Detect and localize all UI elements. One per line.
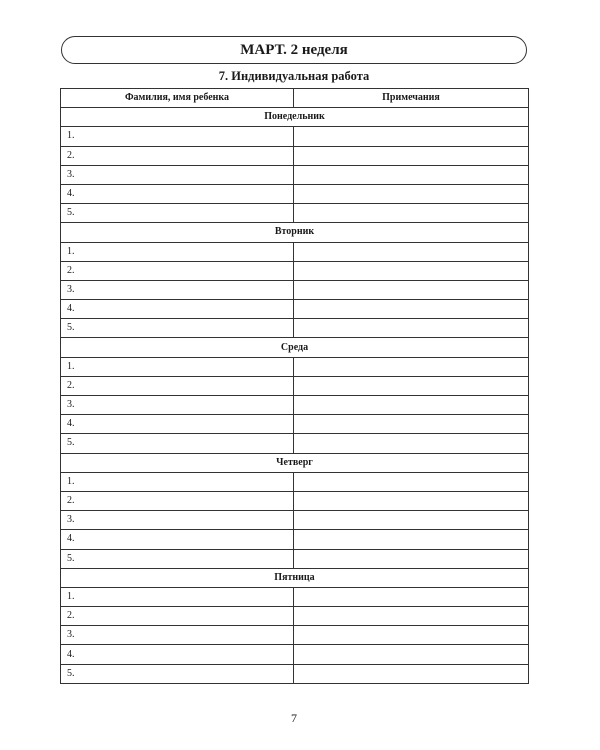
table-row bbox=[61, 300, 529, 319]
day-header-row bbox=[61, 108, 529, 127]
individual-work-table bbox=[60, 88, 529, 684]
day-name: Четверг bbox=[61, 453, 529, 472]
notes-cell[interactable] bbox=[294, 434, 529, 453]
section-title: 7. Индивидуальная работа bbox=[218, 69, 370, 83]
column-header-child-name: Фамилия, имя ребенка bbox=[61, 89, 294, 108]
child-name-cell[interactable]: 1. bbox=[61, 242, 294, 261]
child-name-cell[interactable]: 3. bbox=[61, 626, 294, 645]
table-header-row bbox=[61, 89, 529, 108]
notes-cell[interactable] bbox=[294, 280, 529, 299]
day-name: Вторник bbox=[61, 223, 529, 242]
child-name-cell[interactable]: 1. bbox=[61, 587, 294, 606]
table-row bbox=[61, 280, 529, 299]
child-name-cell[interactable]: 2. bbox=[61, 146, 294, 165]
notes-cell[interactable] bbox=[294, 376, 529, 395]
notes-cell[interactable] bbox=[294, 242, 529, 261]
table-row bbox=[61, 146, 529, 165]
child-name-cell[interactable]: 4. bbox=[61, 415, 294, 434]
table-row bbox=[61, 511, 529, 530]
child-name-cell[interactable]: 2. bbox=[61, 376, 294, 395]
notes-cell[interactable] bbox=[294, 664, 529, 683]
table-row bbox=[61, 376, 529, 395]
child-name-cell[interactable]: 2. bbox=[61, 607, 294, 626]
notes-cell[interactable] bbox=[294, 127, 529, 146]
child-name-cell[interactable]: 4. bbox=[61, 530, 294, 549]
table-row bbox=[61, 319, 529, 338]
day-header-row bbox=[61, 568, 529, 587]
table-row bbox=[61, 261, 529, 280]
child-name-cell[interactable]: 4. bbox=[61, 184, 294, 203]
child-name-cell[interactable]: 3. bbox=[61, 280, 294, 299]
child-name-cell[interactable]: 5. bbox=[61, 549, 294, 568]
column-header-notes: Примечания bbox=[294, 89, 529, 108]
table-row bbox=[61, 472, 529, 491]
child-name-cell[interactable]: 1. bbox=[61, 472, 294, 491]
table-row bbox=[61, 491, 529, 510]
notes-cell[interactable] bbox=[294, 626, 529, 645]
month-week-title: МАРТ. 2 неделя bbox=[240, 41, 348, 58]
day-name: Понедельник bbox=[61, 108, 529, 127]
child-name-cell[interactable]: 1. bbox=[61, 127, 294, 146]
notes-cell[interactable] bbox=[294, 587, 529, 606]
table-row bbox=[61, 587, 529, 606]
notes-cell[interactable] bbox=[294, 415, 529, 434]
notes-cell[interactable] bbox=[294, 146, 529, 165]
child-name-cell[interactable]: 2. bbox=[61, 491, 294, 510]
table-row bbox=[61, 184, 529, 203]
notes-cell[interactable] bbox=[294, 357, 529, 376]
table-row bbox=[61, 607, 529, 626]
table-row bbox=[61, 415, 529, 434]
table-row bbox=[61, 530, 529, 549]
child-name-cell[interactable]: 5. bbox=[61, 664, 294, 683]
child-name-cell[interactable]: 5. bbox=[61, 204, 294, 223]
notes-cell[interactable] bbox=[294, 204, 529, 223]
notes-cell[interactable] bbox=[294, 491, 529, 510]
notes-cell[interactable] bbox=[294, 645, 529, 664]
notes-cell[interactable] bbox=[294, 319, 529, 338]
table-row bbox=[61, 645, 529, 664]
child-name-cell[interactable]: 4. bbox=[61, 645, 294, 664]
table-row bbox=[61, 357, 529, 376]
notes-cell[interactable] bbox=[294, 607, 529, 626]
notes-cell[interactable] bbox=[294, 261, 529, 280]
child-name-cell[interactable]: 4. bbox=[61, 300, 294, 319]
notes-cell[interactable] bbox=[294, 396, 529, 415]
child-name-cell[interactable]: 5. bbox=[61, 319, 294, 338]
notes-cell[interactable] bbox=[294, 530, 529, 549]
table-row bbox=[61, 549, 529, 568]
notes-cell[interactable] bbox=[294, 165, 529, 184]
page-number: 7 bbox=[291, 711, 297, 725]
table-row bbox=[61, 165, 529, 184]
day-name: Пятница bbox=[61, 568, 529, 587]
child-name-cell[interactable]: 1. bbox=[61, 357, 294, 376]
table-row bbox=[61, 204, 529, 223]
notes-cell[interactable] bbox=[294, 184, 529, 203]
table-row bbox=[61, 396, 529, 415]
child-name-cell[interactable]: 5. bbox=[61, 434, 294, 453]
table-row bbox=[61, 127, 529, 146]
day-header-row bbox=[61, 453, 529, 472]
notes-cell[interactable] bbox=[294, 549, 529, 568]
child-name-cell[interactable]: 3. bbox=[61, 165, 294, 184]
table-row bbox=[61, 242, 529, 261]
month-week-header bbox=[61, 36, 527, 64]
day-header-row bbox=[61, 223, 529, 242]
notes-cell[interactable] bbox=[294, 472, 529, 491]
child-name-cell[interactable]: 3. bbox=[61, 511, 294, 530]
notes-cell[interactable] bbox=[294, 300, 529, 319]
table-row bbox=[61, 626, 529, 645]
table-row bbox=[61, 434, 529, 453]
notes-cell[interactable] bbox=[294, 511, 529, 530]
table-row bbox=[61, 664, 529, 683]
child-name-cell[interactable]: 3. bbox=[61, 396, 294, 415]
child-name-cell[interactable]: 2. bbox=[61, 261, 294, 280]
day-header-row bbox=[61, 338, 529, 357]
day-name: Среда bbox=[61, 338, 529, 357]
